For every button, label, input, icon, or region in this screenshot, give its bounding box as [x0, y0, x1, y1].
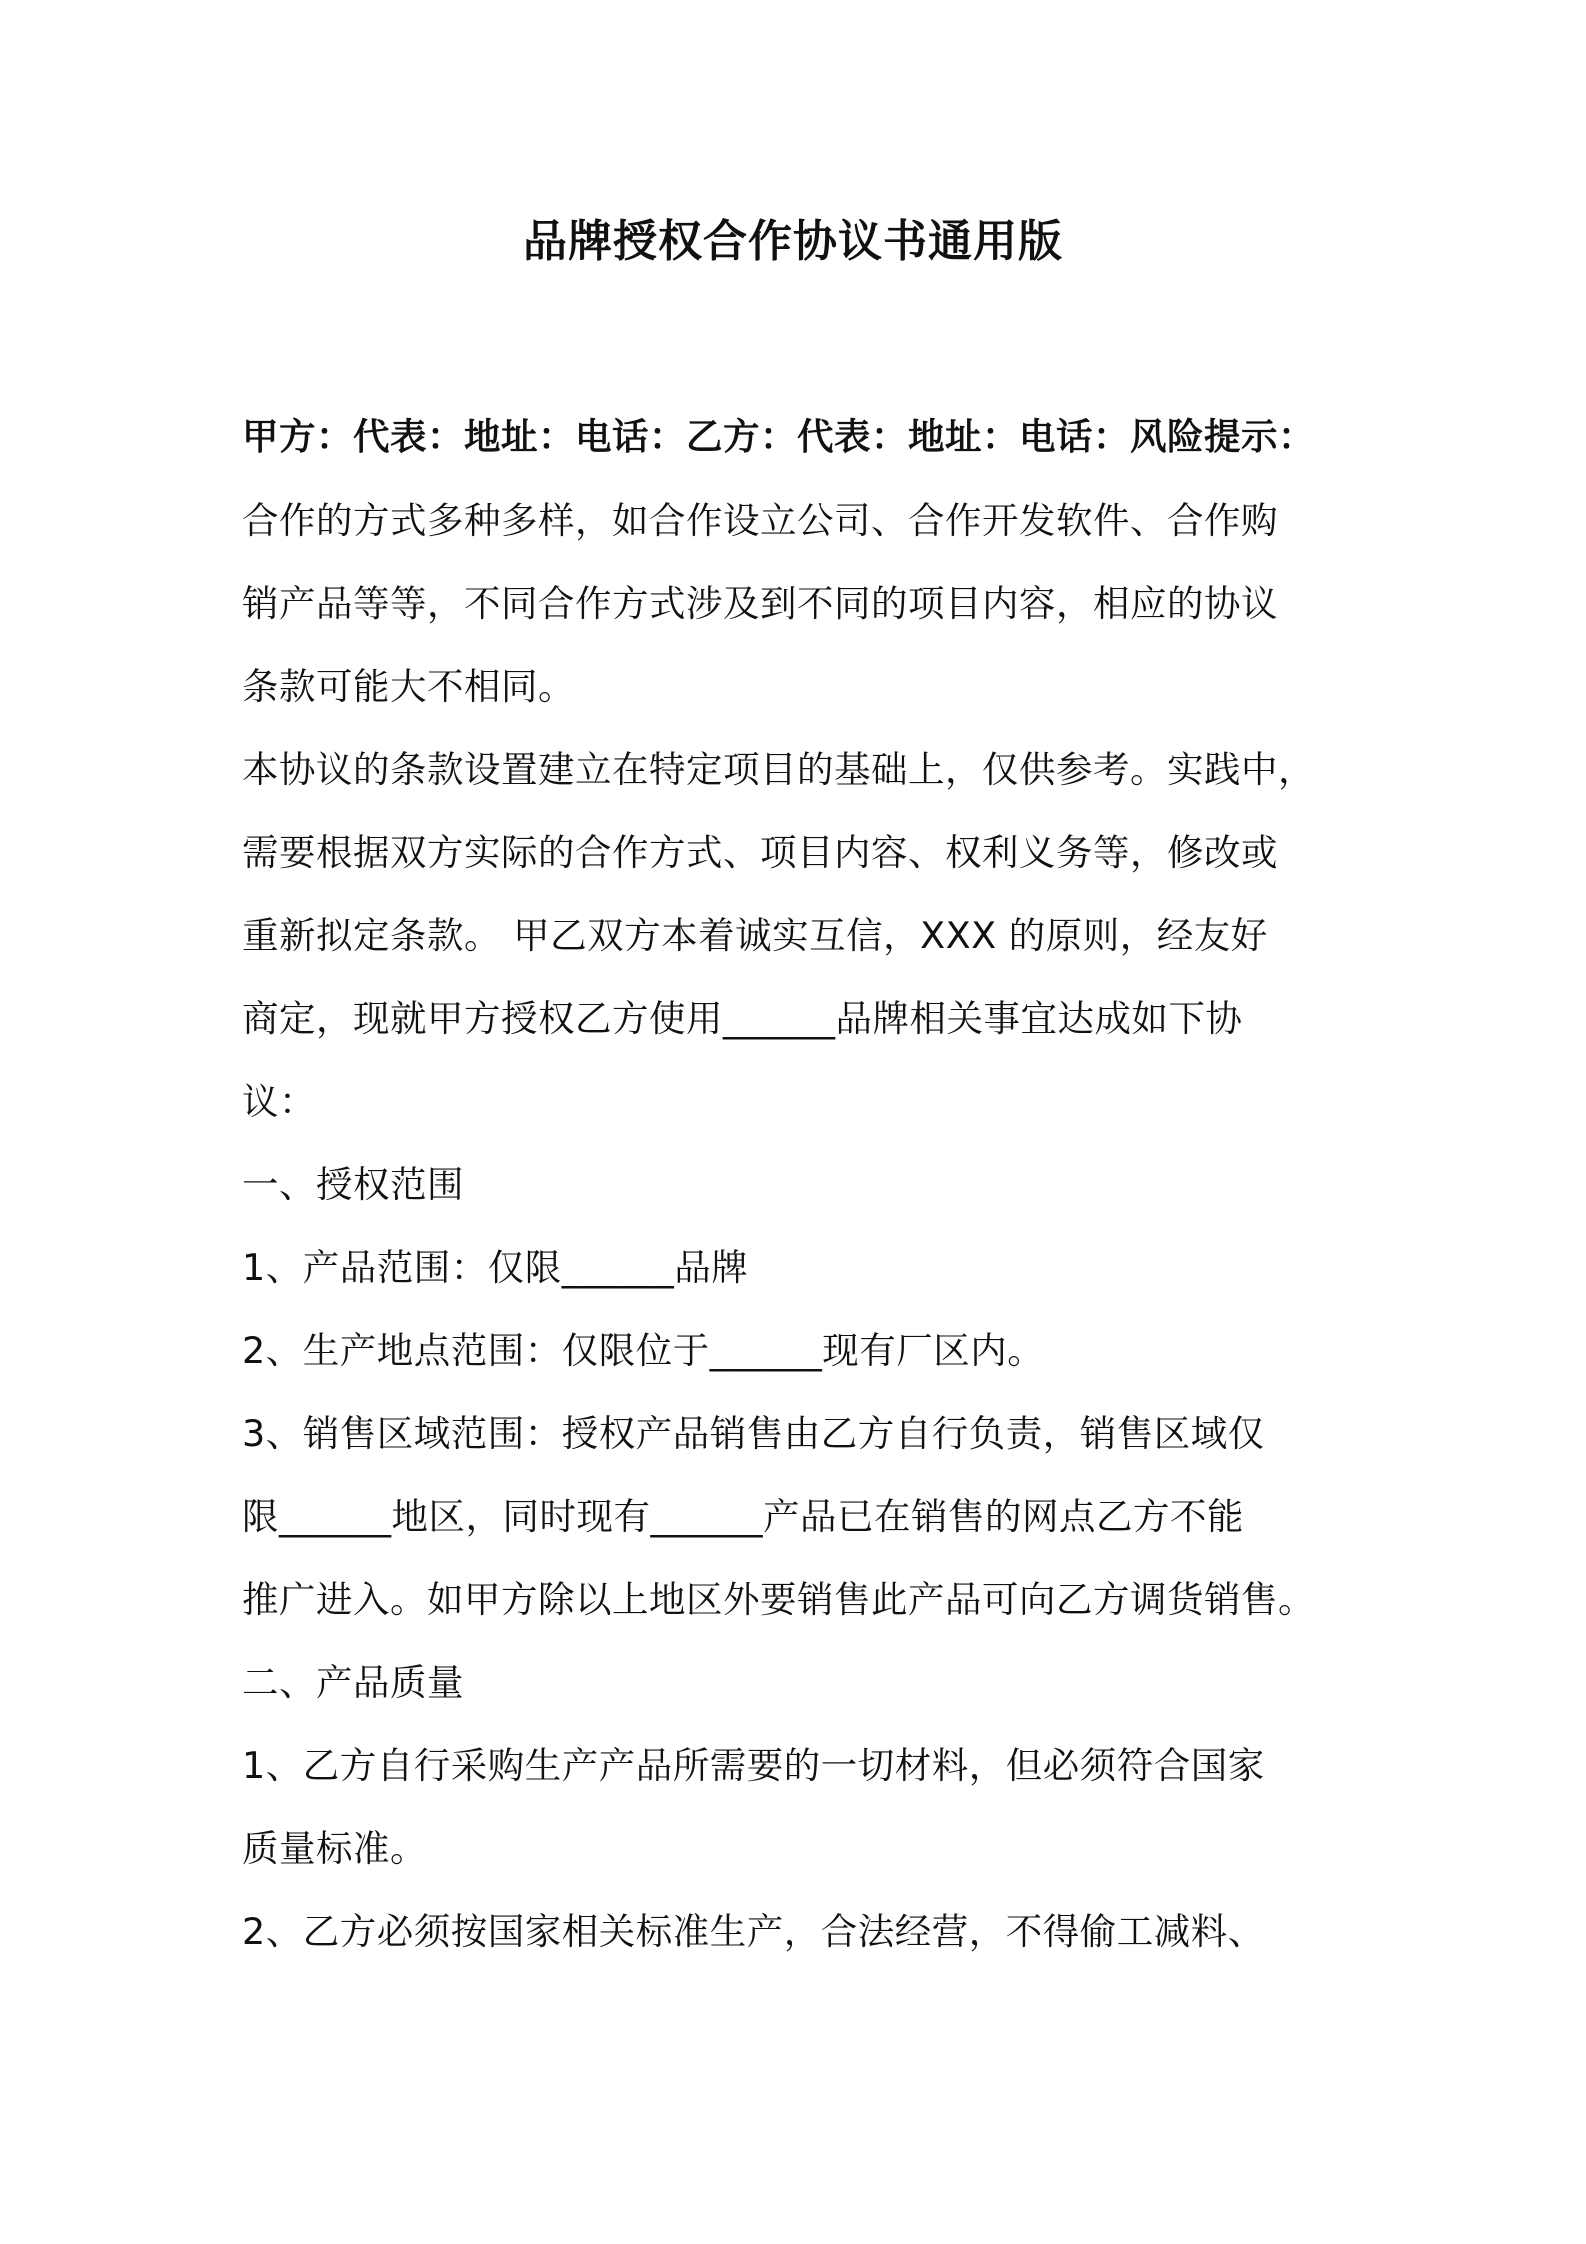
section-heading-authorization-scope: 一、授权范围: [242, 1163, 464, 1206]
clause-line: 1、乙方自行采购生产产品所需要的一切材料，但必须符合国家: [242, 1744, 1265, 1787]
clause-line: 质量标准。: [242, 1827, 427, 1870]
body-line: 重新拟定条款。 甲乙双方本着诚实互信，XXX 的原则，经友好: [242, 914, 1268, 957]
clause-line: 1、产品范围：仅限______品牌: [242, 1246, 749, 1289]
body-line: 需要根据双方实际的合作方式、项目内容、权利义务等，修改或: [242, 831, 1278, 874]
clause-line: 限______地区，同时现有______产品已在销售的网点乙方不能: [242, 1495, 1244, 1538]
body-line: 条款可能大不相同。: [242, 665, 575, 708]
clause-line: 推广进入。如甲方除以上地区外要销售此产品可向乙方调货销售。: [242, 1578, 1315, 1621]
parties-and-risk-notice-line: 甲方：代表：地址：电话：乙方：代表：地址：电话：风险提示：: [242, 415, 1315, 458]
clause-line: 3、销售区域范围：授权产品销售由乙方自行负责，销售区域仅: [242, 1412, 1265, 1455]
body-line: 议：: [242, 1080, 316, 1123]
body-line: 合作的方式多种多样，如合作设立公司、合作开发软件、合作购: [242, 499, 1278, 542]
document-title: 品牌授权合作协议书通用版: [523, 216, 1063, 267]
clause-line: 2、生产地点范围：仅限位于______现有厂区内。: [242, 1329, 1045, 1372]
body-line: 本协议的条款设置建立在特定项目的基础上，仅供参考。实践中，: [242, 748, 1315, 791]
section-heading-product-quality: 二、产品质量: [242, 1661, 464, 1704]
body-line: 商定，现就甲方授权乙方使用______品牌相关事宜达成如下协: [242, 997, 1243, 1040]
clause-line: 2、乙方必须按国家相关标准生产，合法经营，不得偷工减料、: [242, 1910, 1265, 1953]
body-line: 销产品等等，不同合作方式涉及到不同的项目内容，相应的协议: [242, 582, 1278, 625]
